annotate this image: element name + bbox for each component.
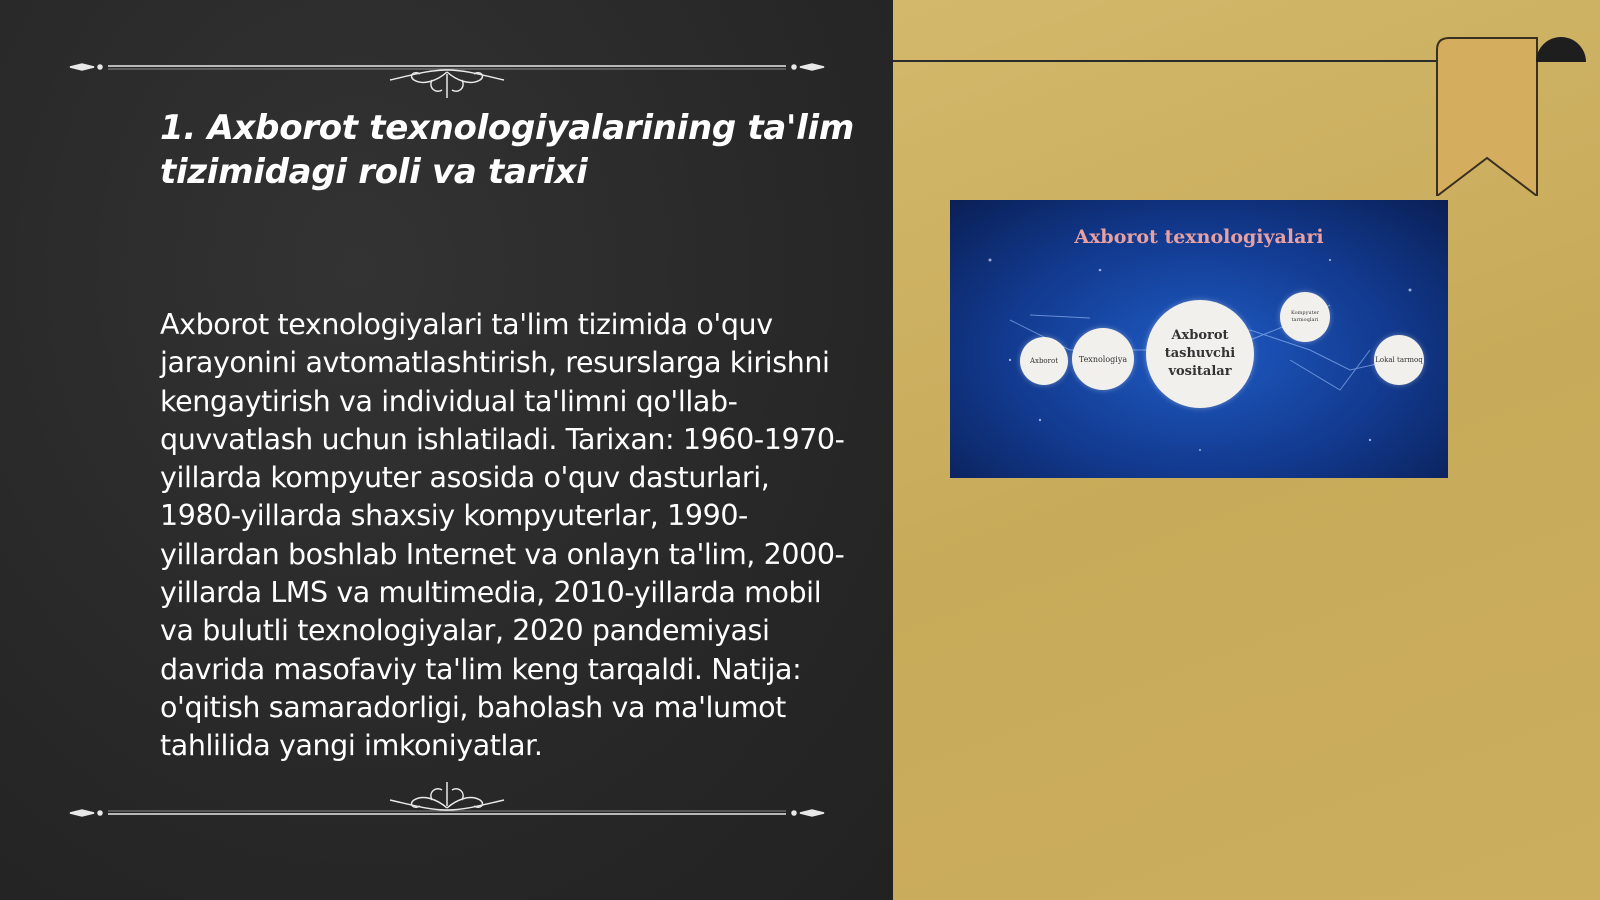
slide-body-text: Axborot texnologiyalari ta'lim tizimida o'quv jarayonini avtomatlashtirish, resurslarga kirishni kengaytirish va individual ta'limni qo'llab-quvvatlash uchun ishlatiladi. Tarixan: 1960-1970-yillarda kompyuter asosida o'quv dasturlari, 1980-yillarda shaxsiy kompyuterlar, 1990-yillardan boshlab Internet va onlayn ta'lim, 2000-yillarda LMS va multimedia, 2010-yillarda mobil va bulutli texnologiyalar, 2020 pandemiyasi davrida masofaviy ta'lim keng tarqaldi. Natija: o'qitish samaradorligi, baholash va ma'lumot tahlilida yangi imkoniyatlar. — [160, 308, 845, 763]
infographic-image — [950, 200, 1448, 478]
bubble-axborot-tashuvchi: Axborot tashuvchi vositalar — [1146, 300, 1254, 408]
bookmark-ribbon-icon — [1435, 36, 1539, 196]
bubble-kompyuter-tarmoqlari: Kompyuter tarmoqlari — [1280, 292, 1330, 342]
bubble-axborot: Axborot — [1020, 337, 1068, 385]
bubble-texnologiya: Texnologiya — [1072, 328, 1134, 390]
bubble-lokal-tarmoq: Lokal tarmoq — [1374, 335, 1424, 385]
top-ornament-divider — [68, 56, 826, 106]
slide-title: 1. Axborot texnologiyalarining ta'lim tizimidagi roli va tarixi — [160, 108, 854, 192]
bottom-ornament-divider — [68, 774, 826, 824]
infographic-title: Axborot texnologiyalari — [1074, 226, 1324, 248]
half-circle-icon — [1536, 36, 1586, 62]
horizontal-rule — [893, 60, 1439, 62]
